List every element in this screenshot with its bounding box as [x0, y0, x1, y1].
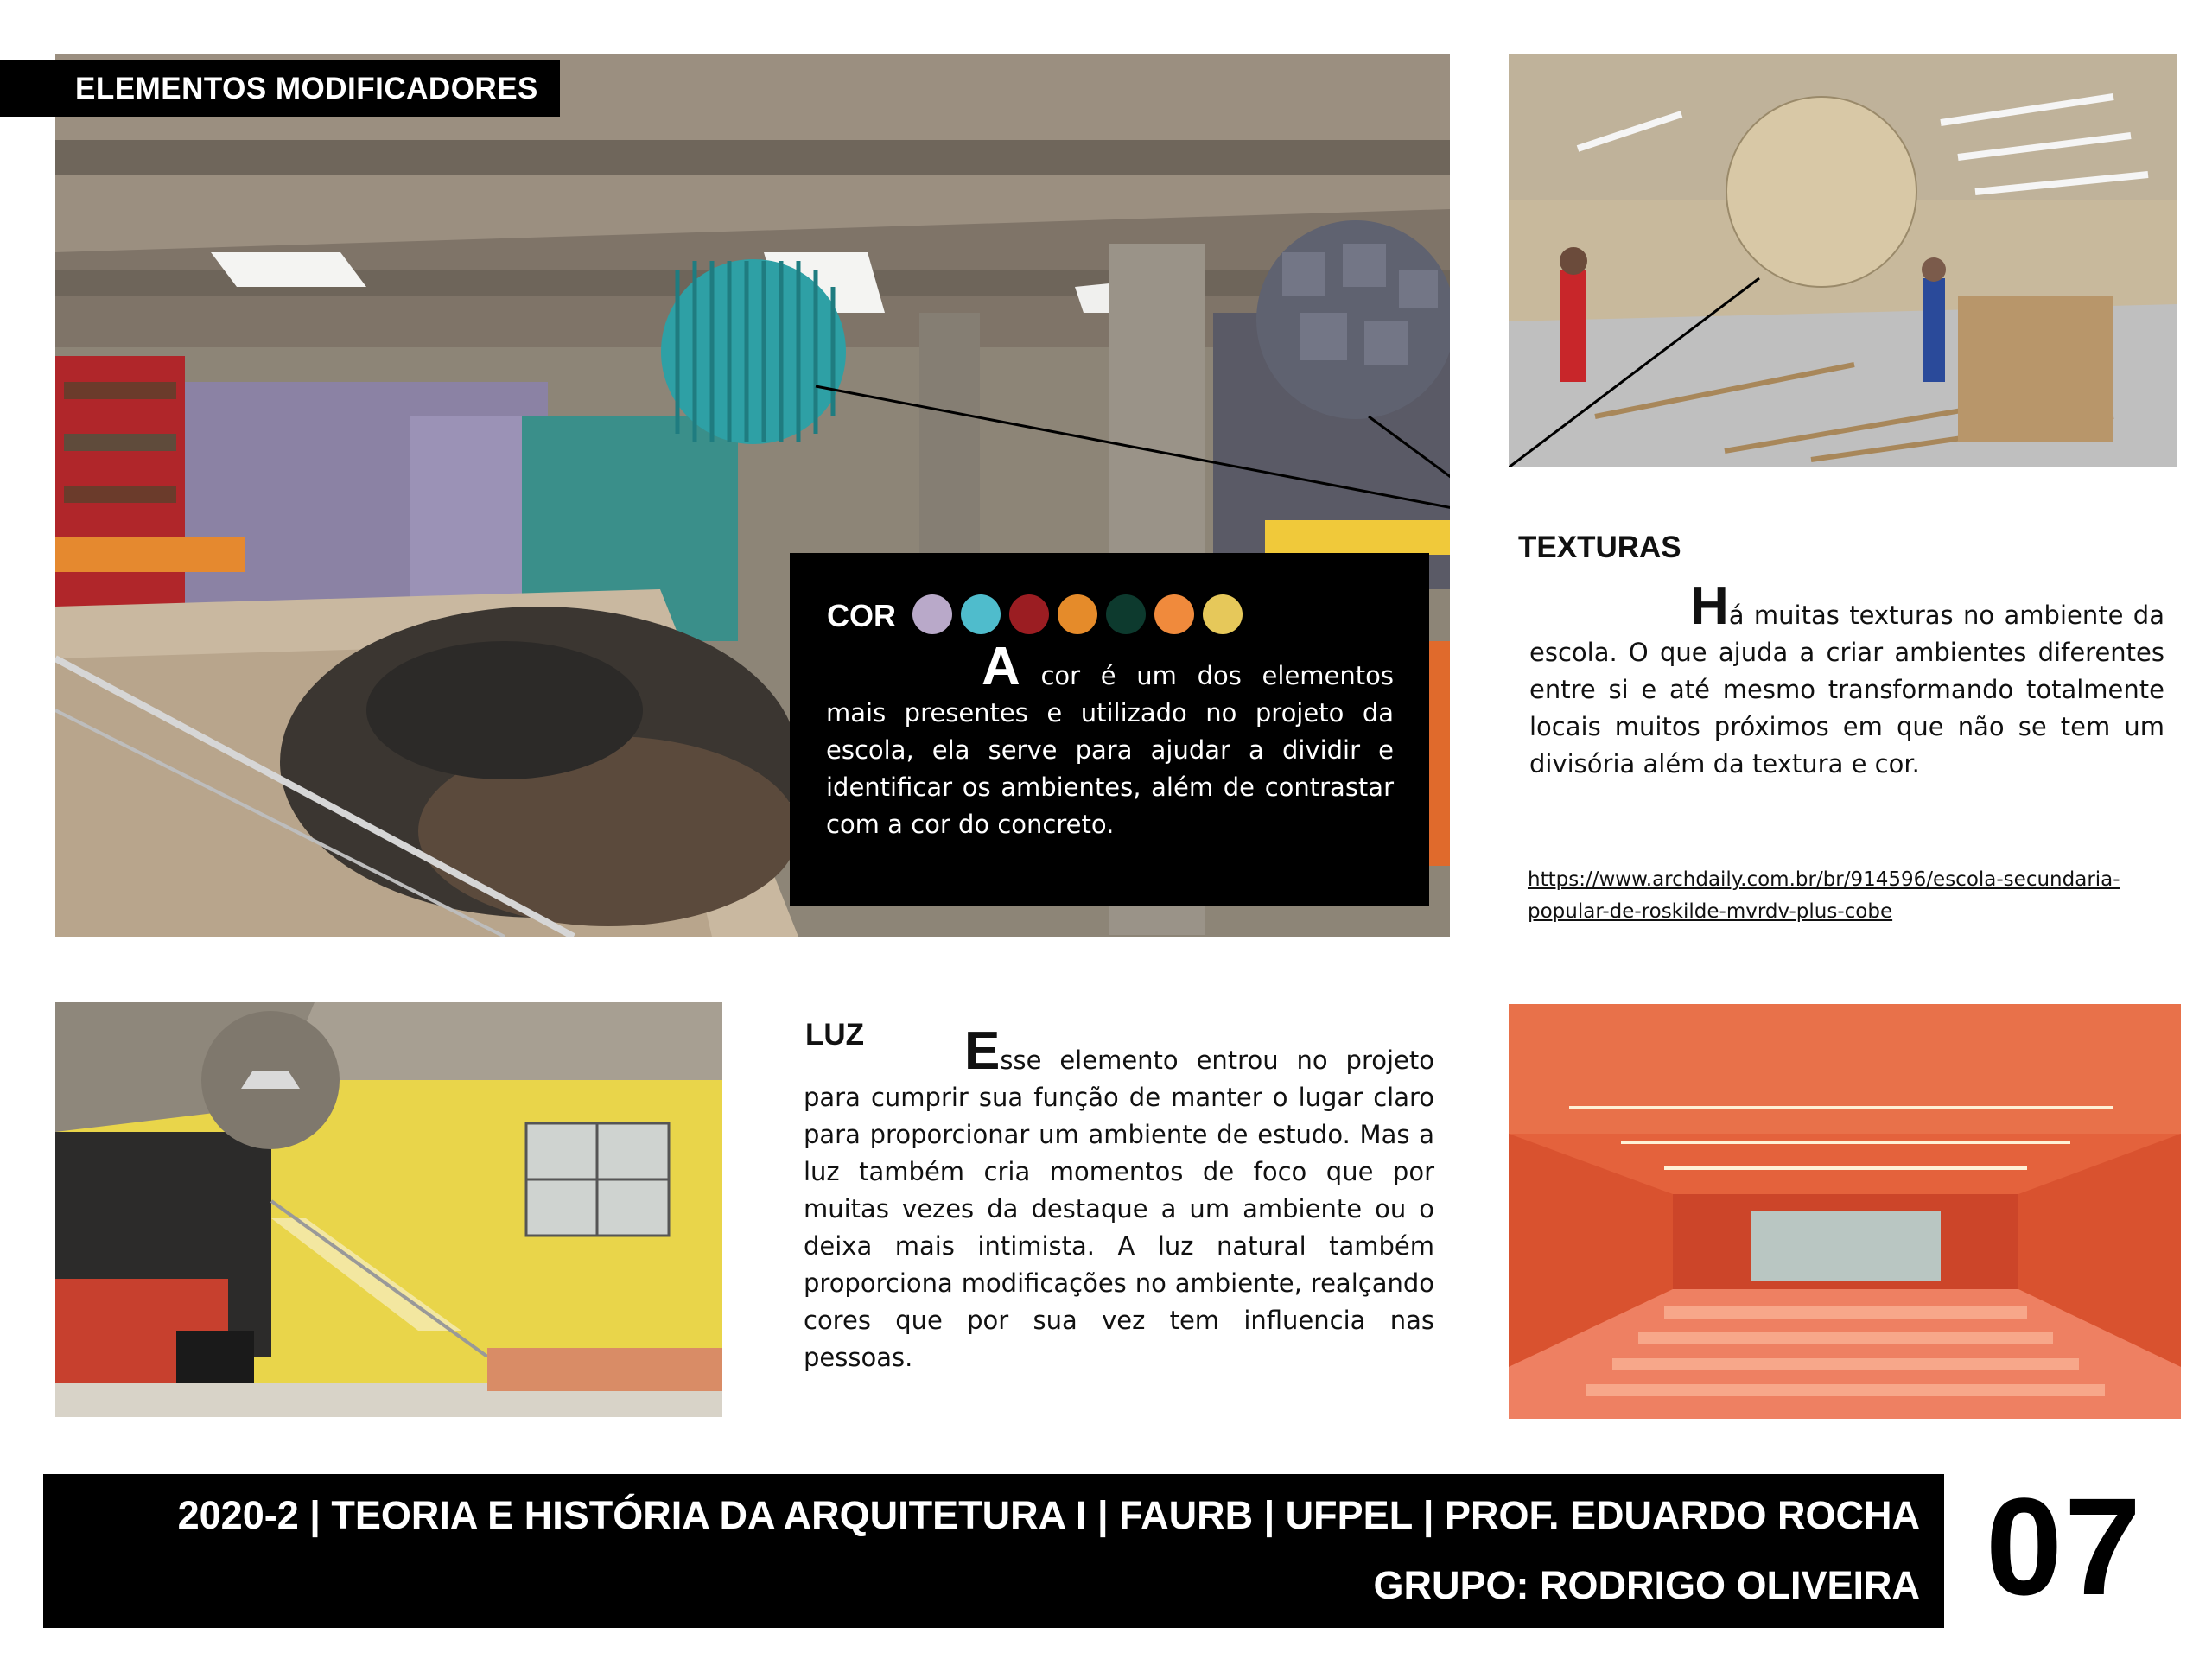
color-swatch	[1106, 594, 1146, 634]
color-swatch	[1058, 594, 1097, 634]
workshop-photo	[1509, 54, 2177, 467]
section-title: ELEMENTOS MODIFICADORES	[0, 60, 560, 117]
textures-paragraph	[1529, 576, 2164, 783]
light-drop-cap: E	[964, 1021, 1001, 1081]
light-paragraph	[804, 1021, 1434, 1376]
color-swatch	[1154, 594, 1194, 634]
color-heading: COR	[827, 598, 896, 633]
textures-heading: TEXTURAS	[1518, 531, 1681, 564]
color-swatch	[1203, 594, 1243, 634]
color-swatch	[1009, 594, 1049, 634]
color-swatch	[961, 594, 1001, 634]
textures-body-text: á muitas texturas no ambiente da escola. O que ajuda a criar ambientes diferentes entre si e até mesmo transformando totalmente locais muitos próximos em que não se tem um divisória além da textura e cor.	[1529, 601, 2164, 779]
light-body-text: sse elemento entrou no projeto para cumprir sua função de manter o lugar claro para proporcionar um ambiente de estudo. Mas a luz também cria momentos de foco que por muitas vezes da destaque a um ambiente ou o deixa mais intimista. A luz natural também proporciona modificações no ambiente, realçando cores que por sua vez tem influencia nas pessoas.	[804, 1046, 1434, 1372]
textures-drop-cap: H	[1690, 576, 1729, 636]
color-swatch	[912, 594, 952, 634]
color-drop-cap: A	[982, 637, 1020, 696]
footer-bar	[43, 1474, 1944, 1628]
page-number: 07	[1986, 1469, 2143, 1624]
source-link[interactable]: https://www.archdaily.com.br/br/914596/escola-secundaria-popular-de-roskilde-mvrdv-plus-cobe	[1528, 868, 2120, 923]
course-info: 2020-2 | TEORIA E HISTÓRIA DA ARQUITETURA I | FAURB | UFPEL | PROF. EDUARDO ROCHA	[177, 1493, 1920, 1537]
color-paragraph	[826, 637, 1394, 843]
light-heading: LUZ	[805, 1018, 865, 1052]
group-info: GRUPO: RODRIGO OLIVEIRA	[1373, 1563, 1920, 1607]
color-body-text: cor é um dos elementos mais presentes e utilizado no projeto da escola, ela serve para ajudar a dividir e identificar os ambientes, além de contrastar com a cor do concreto.	[826, 661, 1394, 839]
orange-auditorium-photo	[1509, 1004, 2181, 1419]
color-info-panel	[790, 553, 1429, 906]
yellow-hall-photo	[55, 1002, 722, 1417]
